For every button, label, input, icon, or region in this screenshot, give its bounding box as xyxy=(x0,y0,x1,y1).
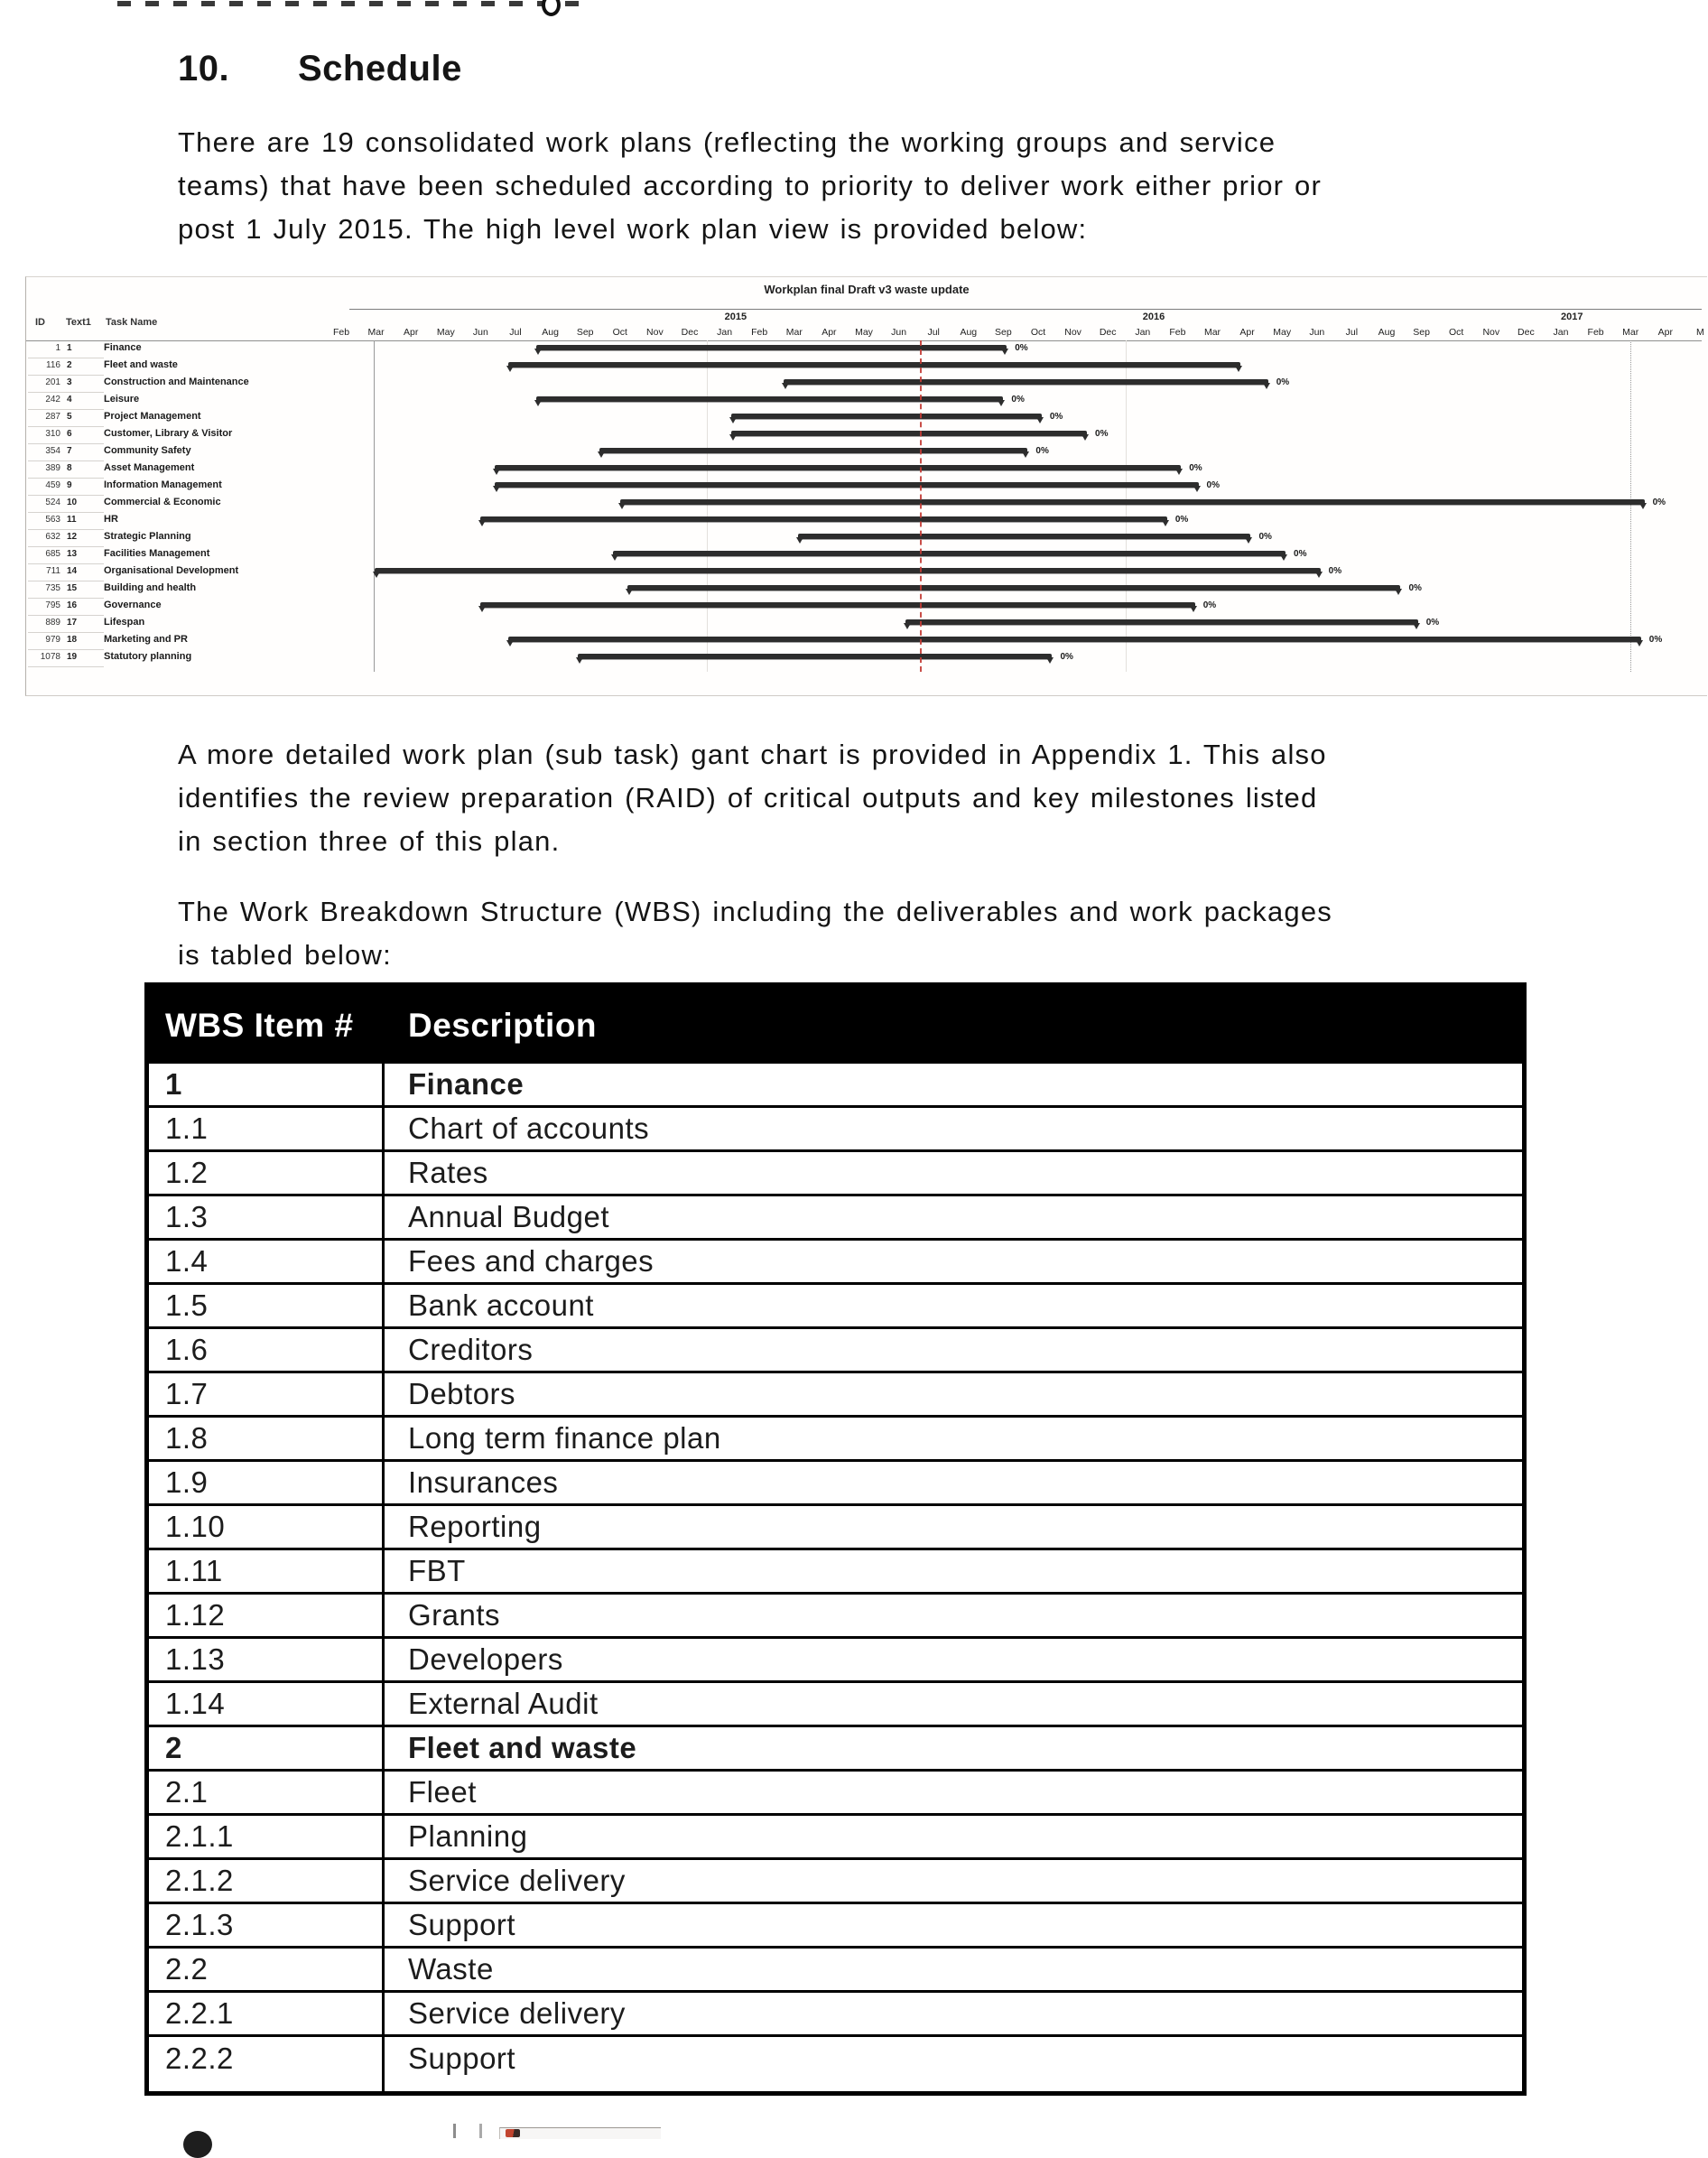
gantt-body xyxy=(26,340,1702,673)
gantt-month-label: Mar xyxy=(367,327,385,338)
wbs-item-number: 1.4 xyxy=(149,1241,385,1282)
gantt-task-name: Leisure xyxy=(104,394,140,405)
wbs-item-number: 2.1.1 xyxy=(149,1816,385,1857)
wbs-table-row xyxy=(149,1993,1522,2037)
gantt-row-plot xyxy=(26,512,1702,529)
gantt-task-id: 889 xyxy=(45,618,60,628)
gantt-task-row xyxy=(26,529,1702,546)
wbs-item-number: 2.1 xyxy=(149,1772,385,1813)
gantt-month-label: Feb xyxy=(1169,327,1186,338)
gantt-task-id: 563 xyxy=(45,515,60,525)
gantt-month-label: May xyxy=(855,327,873,338)
gantt-month-label: Jun xyxy=(1309,327,1325,338)
clipped-letter-marks xyxy=(117,1,590,6)
gantt-task-text1: 2 xyxy=(67,360,72,370)
gantt-task-name: Statutory planning xyxy=(104,651,192,662)
gantt-percent-label: 0% xyxy=(1648,635,1663,645)
gantt-task-id: 242 xyxy=(45,395,60,405)
gantt-month-label: Jul xyxy=(509,327,522,338)
gantt-column-taskname: Task Name xyxy=(106,317,158,328)
wbs-item-description: Bank account xyxy=(408,1288,594,1322)
wbs-item-description: Developers xyxy=(408,1642,563,1676)
wbs-item-number: 1.13 xyxy=(149,1639,385,1680)
gantt-task-name: Facilities Management xyxy=(104,548,210,559)
gantt-chart xyxy=(25,276,1707,696)
gantt-percent-label: 0% xyxy=(1202,600,1217,610)
wbs-item-description: Support xyxy=(408,2042,516,2075)
gantt-row-plot xyxy=(26,495,1702,512)
gantt-task-row xyxy=(26,615,1702,632)
gantt-summary-bar xyxy=(508,362,1240,367)
gantt-task-id: 1078 xyxy=(40,652,60,662)
wbs-table-rows xyxy=(149,1064,1522,2091)
wbs-table-row xyxy=(149,1462,1522,1506)
gantt-percent-label: 0% xyxy=(1276,377,1290,387)
gantt-month-label: Dec xyxy=(1518,327,1535,338)
gantt-task-text1: 3 xyxy=(67,377,72,387)
gantt-month-label: Jan xyxy=(1553,327,1569,338)
clipped-bottom-tickmark xyxy=(453,2124,456,2138)
wbs-item-description: Creditors xyxy=(408,1333,534,1366)
gantt-percent-label: 0% xyxy=(1035,446,1049,456)
gantt-month-label: Sep xyxy=(1413,327,1430,338)
gantt-task-name: Fleet and waste xyxy=(104,359,178,370)
wbs-item-number: 1.2 xyxy=(149,1152,385,1194)
gantt-year-label: 2015 xyxy=(724,312,747,322)
gantt-percent-label: 0% xyxy=(1425,618,1440,628)
gantt-summary-bar xyxy=(495,465,1181,470)
gantt-summary-bar xyxy=(627,585,1401,591)
gantt-summary-bar xyxy=(620,499,1645,505)
gantt-task-row xyxy=(26,375,1702,392)
gantt-task-id: 685 xyxy=(45,549,60,559)
gantt-task-text1: 18 xyxy=(67,635,78,645)
paragraph-wbs xyxy=(178,890,1332,977)
clipped-bottom-shape xyxy=(183,2131,212,2158)
gantt-row-plot xyxy=(26,563,1702,581)
wbs-item-number: 1.10 xyxy=(149,1506,385,1548)
gantt-task-text1: 17 xyxy=(67,618,78,628)
gantt-task-name: Finance xyxy=(104,342,142,353)
gantt-task-name: Marketing and PR xyxy=(104,634,188,645)
wbs-table-row xyxy=(149,1418,1522,1462)
gantt-month-label: Feb xyxy=(751,327,768,338)
gantt-row-plot xyxy=(26,598,1702,615)
wbs-item-description: Waste xyxy=(408,1952,494,1986)
gantt-row-plot xyxy=(26,409,1702,426)
wbs-table-row xyxy=(149,1860,1522,1904)
gantt-summary-bar xyxy=(798,534,1251,539)
gantt-year-label: 2017 xyxy=(1561,312,1583,322)
wbs-item-number: 2.2 xyxy=(149,1949,385,1990)
wbs-table-row xyxy=(149,1595,1522,1639)
gantt-month-label: Oct xyxy=(1449,327,1464,338)
wbs-item-number: 1.3 xyxy=(149,1196,385,1238)
gantt-task-id: 632 xyxy=(45,532,60,542)
wbs-table-row xyxy=(149,1285,1522,1329)
gantt-column-text1: Text1 xyxy=(66,317,91,328)
section-number: 10. xyxy=(178,49,230,88)
paragraph-line: post 1 July 2015. The high level work plan view is provided below: xyxy=(178,213,1088,245)
gantt-month-label: Mar xyxy=(1203,327,1221,338)
gantt-percent-label: 0% xyxy=(1015,343,1028,353)
wbs-table-row xyxy=(149,1329,1522,1373)
wbs-item-number: 1.9 xyxy=(149,1462,385,1503)
wbs-table xyxy=(144,982,1527,2096)
gantt-task-name: Construction and Maintenance xyxy=(104,377,249,387)
gantt-month-label: Oct xyxy=(612,327,627,338)
gantt-month-label: May xyxy=(436,327,455,338)
gantt-task-text1: 14 xyxy=(67,566,78,576)
gantt-month-label: Jun xyxy=(472,327,488,338)
gantt-task-name: Lifespan xyxy=(104,617,145,628)
wbs-table-row xyxy=(149,1064,1522,1108)
gantt-row-plot xyxy=(26,340,1702,358)
wbs-header-item: WBS Item # xyxy=(165,1006,354,1044)
gantt-summary-bar xyxy=(536,396,1003,402)
gantt-task-id: 459 xyxy=(45,480,60,490)
gantt-row-plot xyxy=(26,375,1702,392)
paragraph-line: teams) that have been scheduled according to priority to deliver work either prior or xyxy=(178,170,1322,201)
wbs-item-description: Reporting xyxy=(408,1510,542,1543)
gantt-task-row xyxy=(26,358,1702,375)
gantt-task-id: 389 xyxy=(45,463,60,473)
paragraph-line: There are 19 consolidated work plans (reflecting the working groups and service xyxy=(178,126,1276,158)
gantt-task-row xyxy=(26,392,1702,409)
gantt-month-label: Aug xyxy=(542,327,559,338)
gantt-month-label: Apr xyxy=(822,327,837,338)
wbs-item-number: 2.1.3 xyxy=(149,1904,385,1946)
gantt-task-id: 979 xyxy=(45,635,60,645)
paragraph-line: The Work Breakdown Structure (WBS) including the deliverables and work packages xyxy=(178,896,1332,927)
gantt-task-name: Customer, Library & Visitor xyxy=(104,428,233,439)
clipped-bottom-image-edge xyxy=(499,2127,661,2139)
gantt-summary-bar xyxy=(731,414,1042,419)
wbs-item-description: Insurances xyxy=(408,1465,559,1499)
wbs-item-description: Grants xyxy=(408,1598,501,1632)
gantt-summary-bar xyxy=(480,602,1194,608)
gantt-task-row xyxy=(26,460,1702,478)
gantt-task-id: 524 xyxy=(45,498,60,507)
gantt-task-name: Project Management xyxy=(104,411,201,422)
wbs-table-row xyxy=(149,1639,1522,1683)
wbs-item-description: Support xyxy=(408,1908,516,1941)
wbs-item-number: 2 xyxy=(149,1727,385,1769)
gantt-timescale xyxy=(332,309,1704,341)
gantt-month-label: Jul xyxy=(927,327,940,338)
gantt-percent-label: 0% xyxy=(1206,480,1220,490)
wbs-item-description: Rates xyxy=(408,1156,488,1189)
gantt-task-id: 287 xyxy=(45,412,60,422)
gantt-column-id: ID xyxy=(35,317,45,328)
gantt-task-text1: 8 xyxy=(67,463,72,473)
gantt-month-label: Mar xyxy=(1622,327,1639,338)
gantt-row-plot xyxy=(26,426,1702,443)
wbs-table-row xyxy=(149,1506,1522,1550)
gantt-summary-bar xyxy=(599,448,1028,453)
gantt-month-label: Mar xyxy=(785,327,803,338)
gantt-row-plot xyxy=(26,581,1702,598)
gantt-percent-label: 0% xyxy=(1652,498,1666,507)
gantt-row-plot xyxy=(26,546,1702,563)
clipped-text-fragment xyxy=(117,0,590,9)
wbs-table-row xyxy=(149,1373,1522,1418)
gantt-task-text1: 1 xyxy=(67,343,72,353)
gantt-task-text1: 15 xyxy=(67,583,78,593)
gantt-task-id: 310 xyxy=(45,429,60,439)
wbs-item-description: Service delivery xyxy=(408,1864,626,1897)
wbs-table-row xyxy=(149,1683,1522,1727)
gantt-task-name: Strategic Planning xyxy=(104,531,191,542)
wbs-item-number: 1.1 xyxy=(149,1108,385,1149)
gantt-task-row xyxy=(26,546,1702,563)
gantt-month-label: Dec xyxy=(681,327,699,338)
paragraph-line: is tabled below: xyxy=(178,939,392,971)
gantt-month-label: Feb xyxy=(332,327,350,338)
wbs-item-description: Fleet xyxy=(408,1775,477,1809)
gantt-task-text1: 7 xyxy=(67,446,72,456)
gantt-month-label: Jul xyxy=(1345,327,1359,338)
gantt-month-label: Aug xyxy=(960,327,978,338)
gantt-task-row xyxy=(26,409,1702,426)
wbs-item-number: 1.12 xyxy=(149,1595,385,1636)
gantt-task-row xyxy=(26,443,1702,460)
gantt-summary-bar xyxy=(784,379,1268,385)
gantt-month-label: Jan xyxy=(1135,327,1151,338)
gantt-summary-bar xyxy=(375,568,1321,573)
paragraph-detail xyxy=(178,733,1327,863)
gantt-task-row xyxy=(26,340,1702,358)
wbs-item-description: Long term finance plan xyxy=(408,1421,721,1455)
gantt-month-label: Aug xyxy=(1378,327,1396,338)
gantt-task-row xyxy=(26,512,1702,529)
section-heading xyxy=(178,49,462,89)
gantt-task-row xyxy=(26,649,1702,666)
gantt-month-label: May xyxy=(1273,327,1292,338)
gantt-row-plot xyxy=(26,460,1702,478)
gantt-year-label: 2016 xyxy=(1142,312,1165,322)
gantt-row-plot xyxy=(26,358,1702,375)
gantt-task-row xyxy=(26,495,1702,512)
wbs-table-row xyxy=(149,1550,1522,1595)
gantt-percent-label: 0% xyxy=(1011,395,1025,405)
gantt-summary-bar xyxy=(536,345,1007,350)
gantt-task-id: 795 xyxy=(45,600,60,610)
clipped-letter-descender xyxy=(542,0,561,16)
gantt-percent-label: 0% xyxy=(1258,532,1272,542)
wbs-item-number: 2.2.1 xyxy=(149,1993,385,2034)
gantt-summary-bar xyxy=(495,482,1199,488)
gantt-month-label: Jan xyxy=(717,327,733,338)
gantt-task-text1: 9 xyxy=(67,480,72,490)
gantt-month-label: M xyxy=(1696,327,1704,338)
gantt-task-row xyxy=(26,478,1702,495)
gantt-month-label: Jun xyxy=(891,327,907,338)
wbs-item-description: Chart of accounts xyxy=(408,1112,650,1145)
wbs-header-description: Description xyxy=(408,1006,598,1044)
gantt-summary-bar xyxy=(731,431,1087,436)
wbs-item-number: 1.8 xyxy=(149,1418,385,1459)
gantt-task-id: 201 xyxy=(45,377,60,387)
gantt-summary-bar xyxy=(480,516,1166,522)
wbs-table-row xyxy=(149,1949,1522,1993)
gantt-task-name: Building and health xyxy=(104,582,197,593)
gantt-task-text1: 5 xyxy=(67,412,72,422)
wbs-table-row xyxy=(149,1241,1522,1285)
wbs-item-description: External Audit xyxy=(408,1687,599,1720)
gantt-month-label: Oct xyxy=(1030,327,1046,338)
wbs-item-description: Planning xyxy=(408,1819,528,1853)
wbs-table-row xyxy=(149,1816,1522,1860)
wbs-item-number: 1.11 xyxy=(149,1550,385,1592)
gantt-month-label: Dec xyxy=(1099,327,1117,338)
gantt-percent-label: 0% xyxy=(1189,463,1202,473)
wbs-item-description: Debtors xyxy=(408,1377,516,1410)
gantt-task-text1: 4 xyxy=(67,395,72,405)
gantt-task-row xyxy=(26,598,1702,615)
gantt-summary-bar xyxy=(578,654,1052,659)
gantt-row-plot xyxy=(26,632,1702,649)
gantt-row-plot xyxy=(26,443,1702,460)
gantt-task-name: Governance xyxy=(104,600,162,610)
gantt-month-label: Feb xyxy=(1587,327,1604,338)
gantt-task-text1: 19 xyxy=(67,652,78,662)
gantt-task-id: 1 xyxy=(55,343,60,353)
gantt-task-name: Information Management xyxy=(104,479,222,490)
gantt-task-row xyxy=(26,581,1702,598)
wbs-item-description: Finance xyxy=(408,1067,524,1101)
gantt-summary-bar xyxy=(508,637,1641,642)
gantt-percent-label: 0% xyxy=(1174,515,1189,525)
gantt-percent-label: 0% xyxy=(1328,566,1342,576)
wbs-item-number: 1 xyxy=(149,1064,385,1105)
gantt-month-label: Nov xyxy=(1064,327,1081,338)
gantt-task-name: Community Safety xyxy=(104,445,191,456)
gantt-task-id: 735 xyxy=(45,583,60,593)
gantt-row-plot xyxy=(26,392,1702,409)
gantt-summary-bar xyxy=(905,619,1417,625)
gantt-month-label: Sep xyxy=(995,327,1012,338)
wbs-item-number: 2.1.2 xyxy=(149,1860,385,1902)
wbs-item-number: 1.5 xyxy=(149,1285,385,1326)
gantt-status-date-line xyxy=(920,340,922,672)
paragraph-intro xyxy=(178,121,1322,251)
gantt-header xyxy=(26,309,1702,341)
wbs-table-row xyxy=(149,1196,1522,1241)
wbs-table-row xyxy=(149,2037,1522,2091)
wbs-table-row xyxy=(149,1904,1522,1949)
gantt-task-id: 711 xyxy=(46,566,60,576)
gantt-task-row xyxy=(26,426,1702,443)
gantt-task-text1: 6 xyxy=(67,429,72,439)
wbs-item-number: 2.2.2 xyxy=(149,2037,385,2091)
gantt-row-plot xyxy=(26,478,1702,495)
gantt-row-plot xyxy=(26,615,1702,632)
gantt-month-label: Apr xyxy=(1657,327,1673,338)
gantt-percent-label: 0% xyxy=(1294,549,1307,559)
gantt-task-text1: 11 xyxy=(67,515,77,525)
gantt-title: Workplan final Draft v3 waste update xyxy=(764,283,970,296)
gantt-task-name: Asset Management xyxy=(104,462,195,473)
gantt-month-label: Nov xyxy=(646,327,664,338)
gantt-month-label: Apr xyxy=(404,327,419,338)
gantt-percent-label: 0% xyxy=(1408,583,1422,593)
wbs-table-header xyxy=(149,987,1522,1064)
gantt-task-text1: 12 xyxy=(67,532,78,542)
section-title: Schedule xyxy=(298,49,462,88)
wbs-item-description: Fees and charges xyxy=(408,1244,654,1278)
wbs-item-number: 1.14 xyxy=(149,1683,385,1725)
gantt-task-text1: 10 xyxy=(67,498,78,507)
gantt-percent-label: 0% xyxy=(1060,652,1073,662)
wbs-item-description: Service delivery xyxy=(408,1996,626,2030)
gantt-row-plot xyxy=(26,529,1702,546)
gantt-month-label: Sep xyxy=(576,327,594,338)
gantt-task-name: Commercial & Economic xyxy=(104,497,221,507)
gantt-task-text1: 13 xyxy=(67,549,78,559)
gantt-task-row xyxy=(26,632,1702,649)
wbs-table-row xyxy=(149,1727,1522,1772)
wbs-item-description: Fleet and waste xyxy=(408,1731,637,1764)
clipped-red-mark xyxy=(506,2129,520,2137)
wbs-item-description: FBT xyxy=(408,1554,466,1587)
gantt-percent-label: 0% xyxy=(1095,429,1109,439)
wbs-table-row xyxy=(149,1108,1522,1152)
wbs-item-description: Annual Budget xyxy=(408,1200,610,1233)
gantt-row-plot xyxy=(26,649,1702,666)
clipped-bottom-tickmark2 xyxy=(479,2124,482,2138)
gantt-task-name: HR xyxy=(104,514,118,525)
gantt-month-label: Nov xyxy=(1482,327,1500,338)
gantt-task-text1: 16 xyxy=(67,600,78,610)
wbs-item-number: 1.7 xyxy=(149,1373,385,1415)
gantt-task-row xyxy=(26,563,1702,581)
gantt-task-name: Organisational Development xyxy=(104,565,239,576)
paragraph-line: in section three of this plan. xyxy=(178,825,561,857)
paragraph-line: A more detailed work plan (sub task) gant chart is provided in Appendix 1. This also xyxy=(178,739,1327,770)
gantt-month-label: Apr xyxy=(1239,327,1255,338)
wbs-item-number: 1.6 xyxy=(149,1329,385,1371)
wbs-table-row xyxy=(149,1772,1522,1816)
gantt-task-id: 354 xyxy=(45,446,60,456)
gantt-summary-bar xyxy=(613,551,1286,556)
paragraph-line: identifies the review preparation (RAID) of critical outputs and key milestones listed xyxy=(178,782,1318,814)
gantt-task-id: 116 xyxy=(46,360,60,370)
wbs-table-row xyxy=(149,1152,1522,1196)
gantt-percent-label: 0% xyxy=(1049,412,1063,422)
